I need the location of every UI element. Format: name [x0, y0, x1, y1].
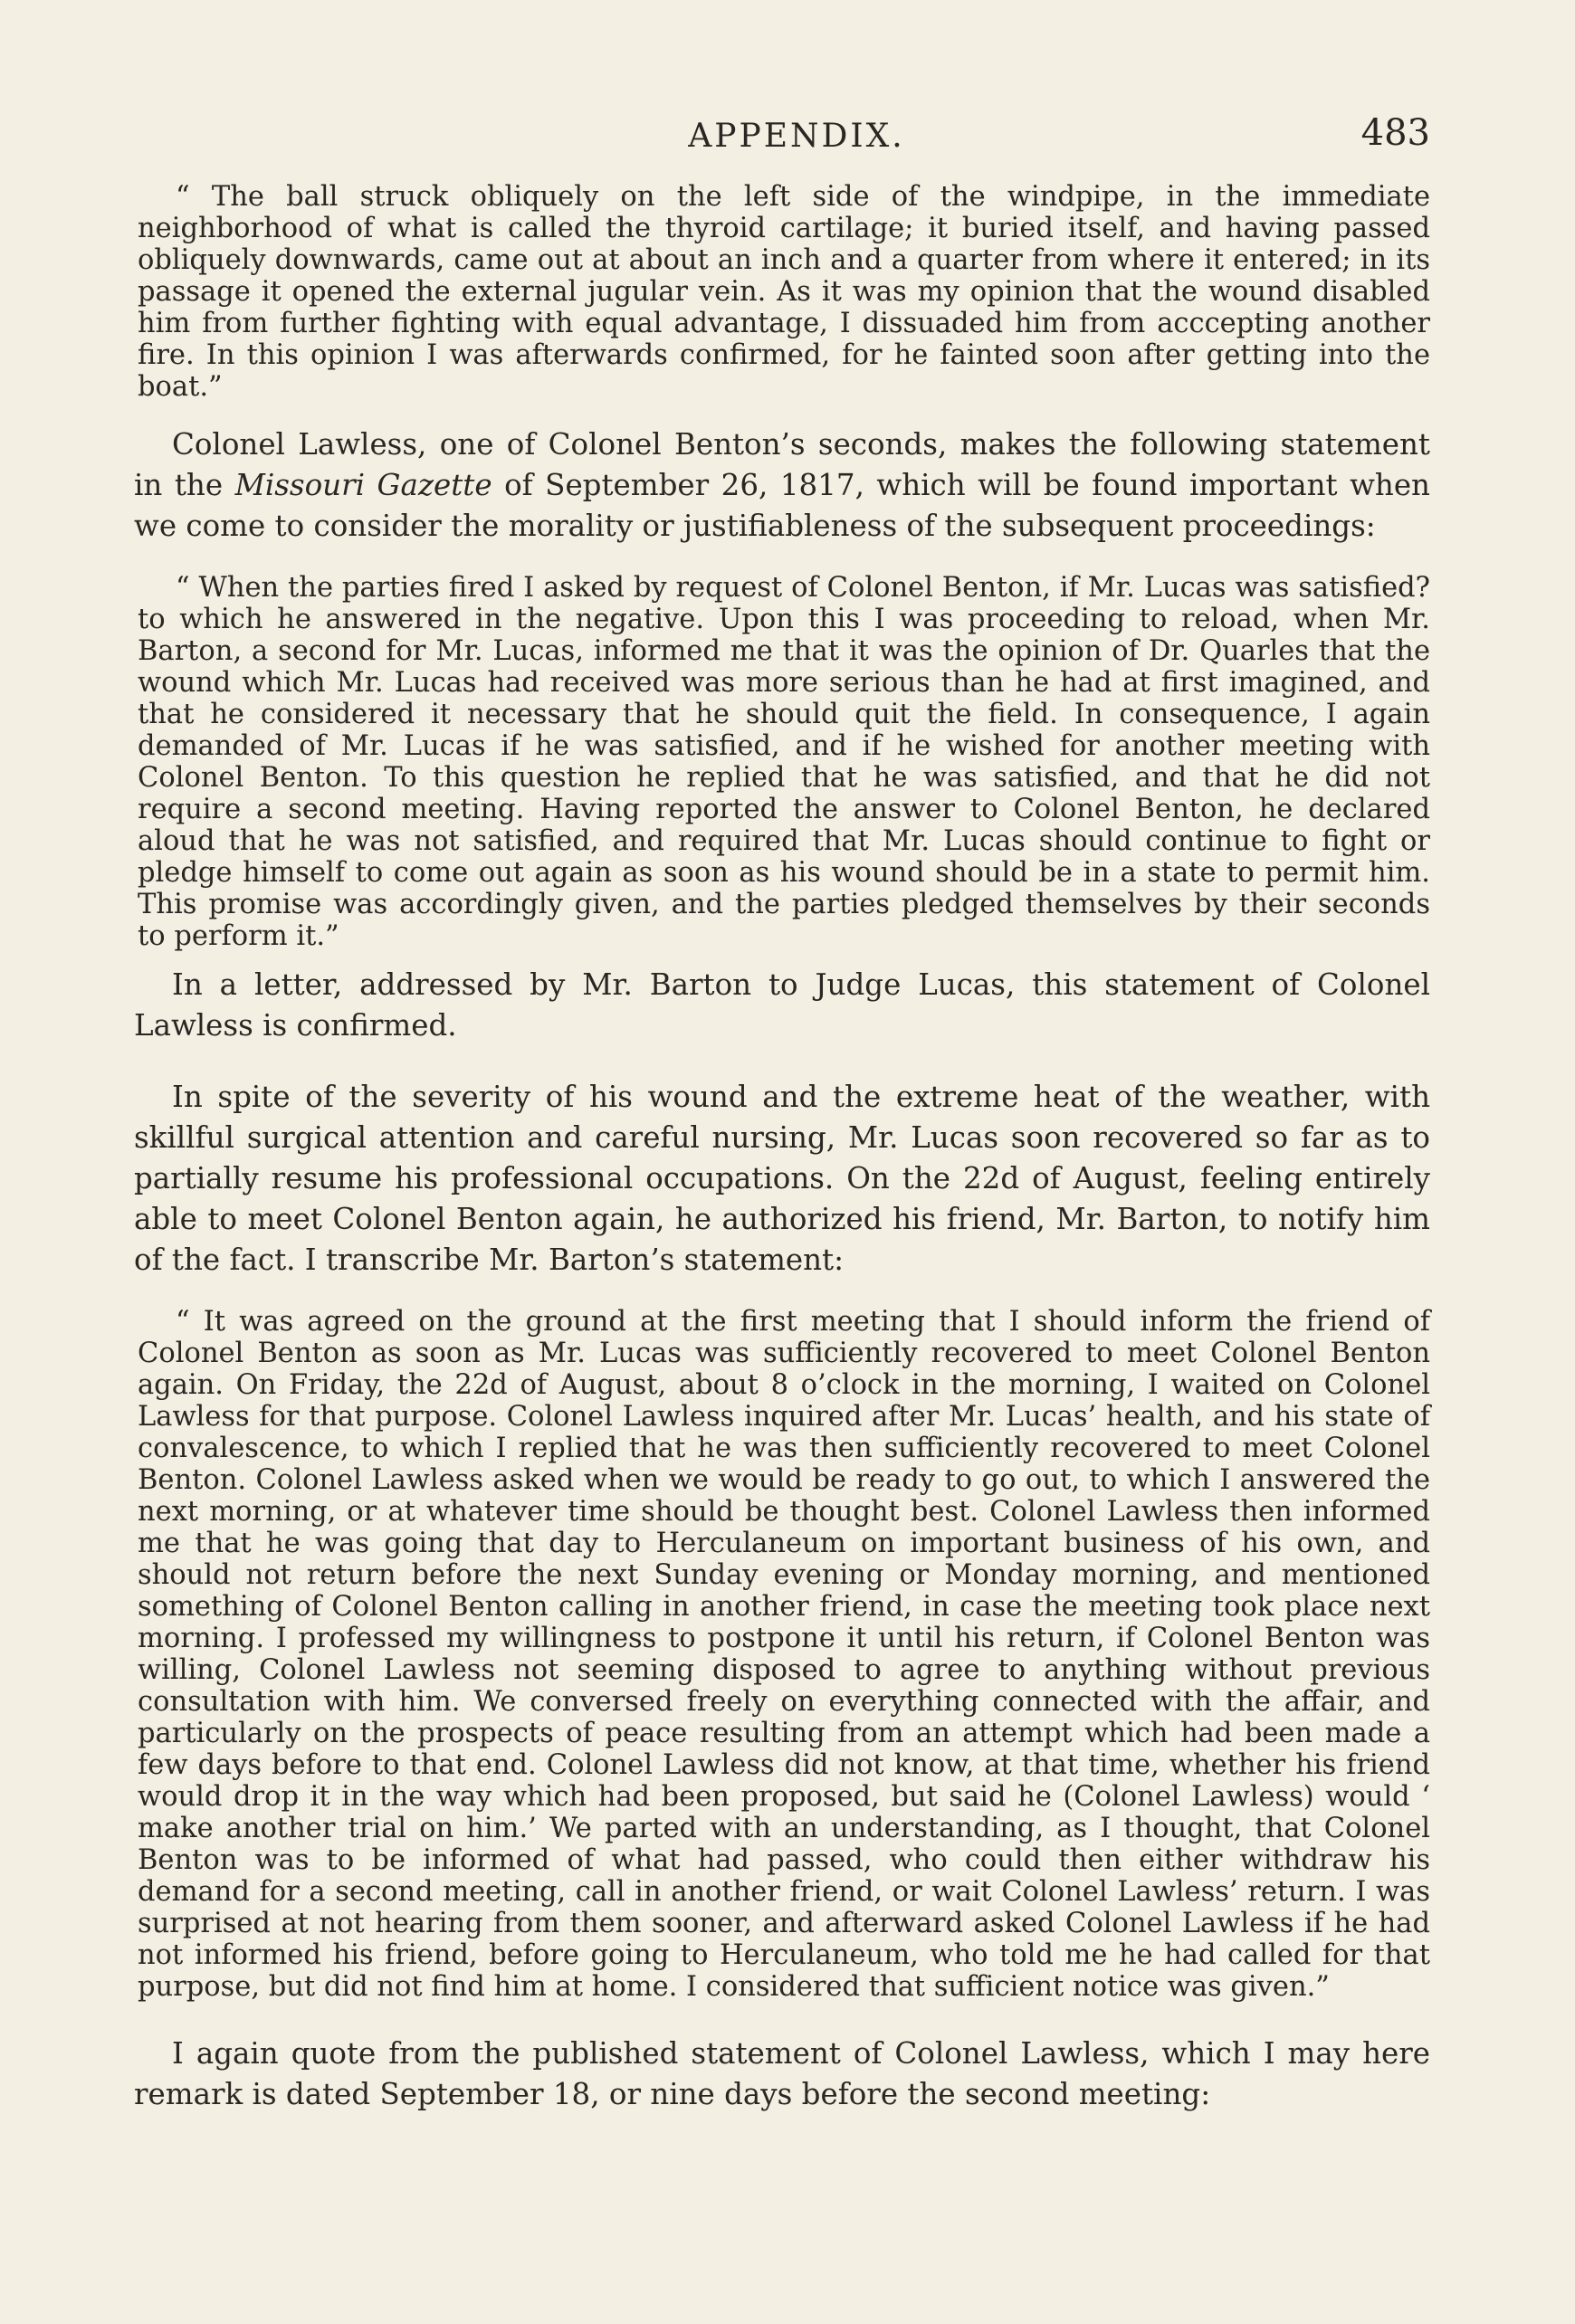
- quote-paragraph-6: “ It was agreed on the ground at the first meeting that I should inform the friend of Colonel Benton as soon as Mr. Lucas was sufficiently recovered to meet Colonel Benton again. On Friday, the 22d of August, about 8 o’clock in the morning, I waited on Colonel Lawless for that purpose. Colonel Lawless inquired after Mr. Lucas’ health, and his state of convalescence, to which I replied that he was then sufficiently recovered to meet Colonel Benton. Colonel Lawless asked when we would be ready to go out, to which I answered the next morning, or at whatever time should be thought best. Colonel Lawless then informed me that he was going that day to Herculaneum on important business of his own, and should not return before the next Sunday evening or Monday morning, and mentioned something of Colonel Benton calling in another friend, in case the meeting took place next morning. I professed my willingness to postpone it until his return, if Colonel Benton was willing, Colonel Lawless not seeming disposed to agree to anything without previous consultation with him. We conversed freely on everything connected with the affair, and particularly on the prospects of peace resulting from an attempt which had been made a few days before to that end. Colonel Lawless did not know, at that time, whether his friend would drop it in the way which had been proposed, but said he (Colonel Lawless) would ‘ make another trial on him.’ We parted with an understanding, as I thought, that Colonel Benton was to be informed of what had passed, who could then either withdraw his demand for a second meeting, call in another friend, or wait Colonel Lawless’ return. I was surprised at not hearing from them sooner, and afterward asked Colonel Lawless if he had not informed his friend, before going to Herculaneum, who told me he had called for that purpose, but did not find him at home. I considered that sufficient notice was given.”: [138, 1306, 1430, 2003]
- text-paragraph-2: [134, 424, 1430, 547]
- quote-paragraph-3: “ When the parties fired I asked by request of Colonel Benton, if Mr. Lucas was satisfied? to which he answered in the negative. Upon this I was proceeding to reload, when Mr. Barton, a second for Mr. Lucas, informed me that it was the opinion of Dr. Quarles that the wound which Mr. Lucas had received was more serious than he had at first imagined, and that he considered it necessary that he should quit the field. In consequence, I again demanded of Mr. Lucas if he was satisfied, and if he wished for another meeting with Colonel Benton. To this question he replied that he was satisfied, and that he did not require a second meeting. Having reported the answer to Colonel Benton, he declared aloud that he was not satisfied, and required that Mr. Lucas should continue to fight or pledge himself to come out again as soon as his wound should be in a state to permit him. This promise was accordingly given, and the parties pledged themselves by their seconds to perform it.”: [138, 572, 1430, 952]
- text-paragraph-5: In spite of the severity of his wound and the extreme heat of the weather, with skillful surgical attention and careful nursing, Mr. Lucas soon recovered so far as to partially resume his professional occupations. On the 22d of August, feeling entirely able to meet Colonel Benton again, he authorized his friend, Mr. Barton, to notify him of the fact. I transcribe Mr. Barton’s statement:: [134, 1080, 1430, 1277]
- newspaper-title: Missouri Gazette: [234, 468, 492, 502]
- quote-paragraph-1: “ The ball struck obliquely on the left side of the windpipe, in the immediate neighborhood of what is called the thyroid cartilage; it buried itself, and having passed obliquely downwards, came out at about an inch and a quarter from where it entered; in its passage it opened the external jugular vein. As it was my opinion that the wound disabled him from further fighting with equal advantage, I dissuaded him from acccepting another fire. In this opinion I was afterwards confirmed, for he fainted soon after getting into the boat.”: [138, 181, 1430, 403]
- p2-after: of September 26, 1817, which will be found important when we come to consider the morality or justifiableness of the subsequent proceedings:: [134, 468, 1430, 543]
- running-title: APPENDIX.: [688, 118, 905, 155]
- text-paragraph-7: I again quote from the published statement of Colonel Lawless, which I may here remark is dated September 18, or nine days before the second meeting:: [134, 2036, 1430, 2111]
- running-head: [163, 109, 1430, 163]
- page-number: 483: [1360, 112, 1430, 154]
- text-paragraph-4: In a letter, addressed by Mr. Barton to Judge Lucas, this statement of Colonel Lawless is confirmed.: [134, 967, 1430, 1043]
- p2-before: Colonel Lawless, one of Colonel Benton’s seconds, makes the following statement in the: [134, 427, 1430, 502]
- page-body: [134, 181, 1430, 2115]
